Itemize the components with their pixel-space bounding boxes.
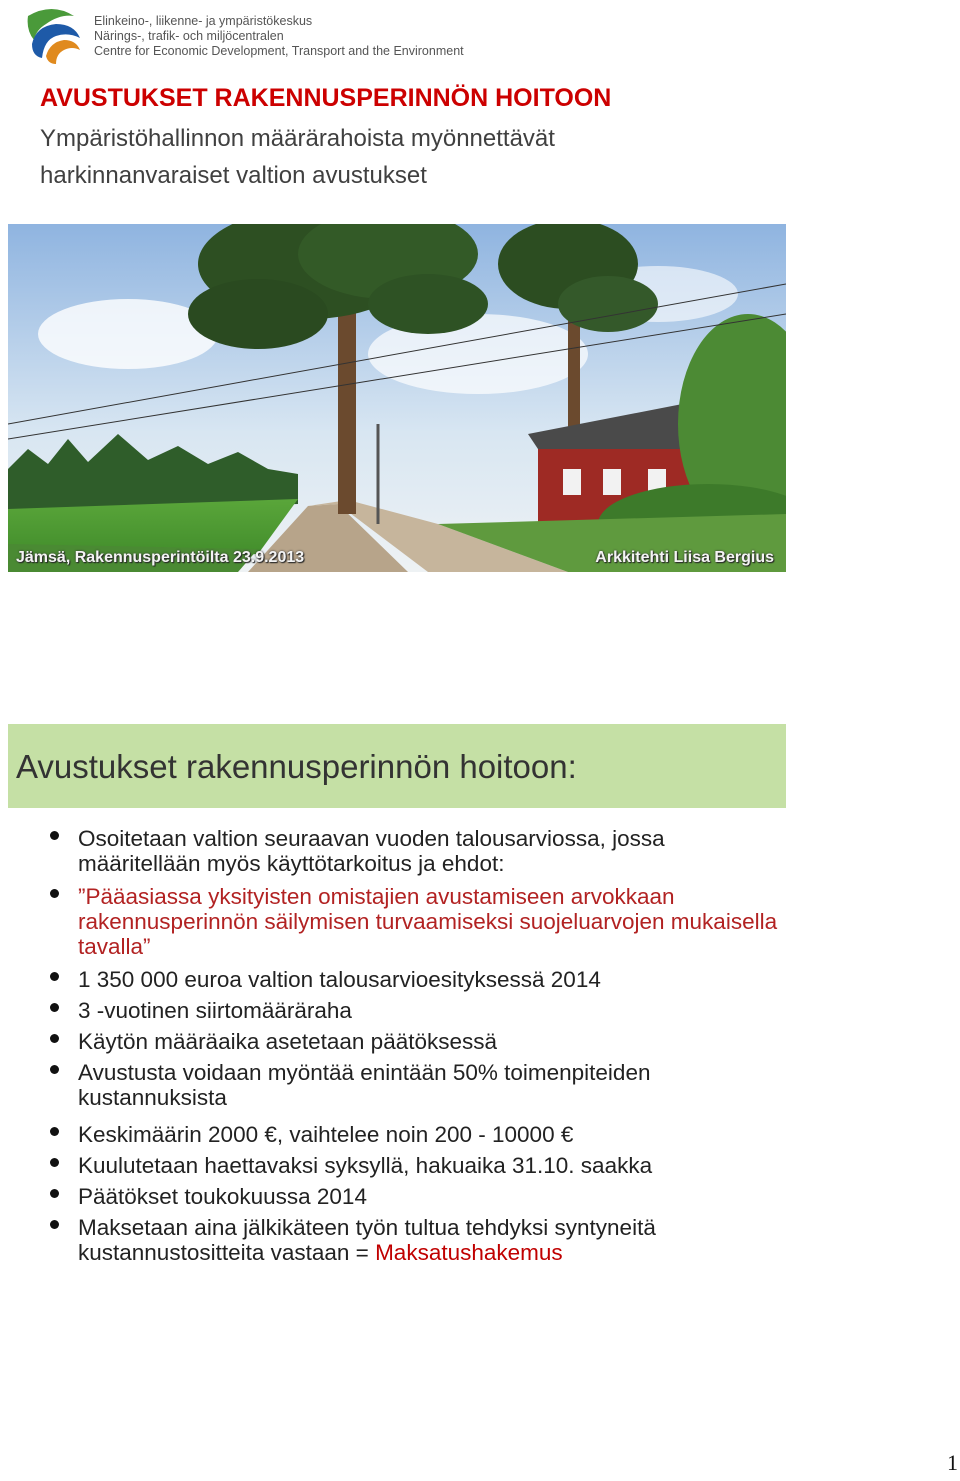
- logo-text: [94, 14, 464, 59]
- bullet-text: Kuulutetaan haettavaksi syksyllä, hakuaika 31.10. saakka: [78, 1153, 653, 1178]
- photo-caption-left: Jämsä, Rakennusperintöilta 23.9.2013: [16, 549, 305, 566]
- bullet-icon: [50, 889, 59, 898]
- list-item: [40, 1215, 778, 1265]
- bullet-icon: [50, 1127, 59, 1136]
- maksatushakemus-highlight: Maksatushakemus: [375, 1240, 563, 1265]
- list-item: [40, 1122, 920, 1147]
- bullet-icon: [50, 1003, 59, 1012]
- slide2-title-band: [8, 724, 786, 808]
- logo-line-fi: Elinkeino-, liikenne- ja ympäristökeskus: [94, 14, 313, 28]
- slide2-bullet-list: [40, 826, 920, 1265]
- list-item: [40, 998, 920, 1023]
- bullet-text: Keskimäärin 2000 €, vaihtelee noin 200 - 10000 €: [78, 1122, 574, 1147]
- slide2-title: Avustukset rakennusperinnön hoitoon:: [16, 748, 577, 785]
- logo-line-sv: Närings-, trafik- och miljöcentralen: [94, 29, 284, 43]
- bullet-text: ”Pääasiassa yksityisten omistajien avustamiseen arvokkaan rakennusperinnön säilymisen turvaamiseksi suojeluarvojen mukaisella tavalla”: [78, 884, 778, 959]
- logo-line-en: Centre for Economic Development, Transport and the Environment: [94, 44, 464, 58]
- landscape-photo: [8, 224, 786, 572]
- bullet-text: Osoitetaan valtion seuraavan vuoden talousarviossa, jossa määritellään myös käyttötarkoitus ja ehdot:: [78, 826, 665, 876]
- bullet-icon: [50, 1189, 59, 1198]
- bullet-text: Avustusta voidaan myöntää enintään 50% toimenpiteiden kustannuksista: [78, 1060, 651, 1110]
- list-item: [40, 1060, 778, 1110]
- bullet-icon: [50, 831, 59, 840]
- list-item: [40, 1029, 920, 1054]
- bullet-text: Maksetaan aina jälkikäteen työn tultua tehdyksi syntyneitä kustannustositteita vastaan =: [78, 1215, 656, 1265]
- bullet-icon: [50, 972, 59, 981]
- photo-caption-right: Arkkitehti Liisa Bergius: [595, 549, 774, 566]
- list-item: [40, 967, 920, 992]
- bullet-icon: [50, 1065, 59, 1074]
- ely-logo-icon: [22, 4, 84, 66]
- slide1-title: AVUSTUKSET RAKENNUSPERINNÖN HOITOON: [40, 84, 612, 112]
- page-number: 1: [947, 1450, 958, 1475]
- photo-illustration: [8, 224, 786, 572]
- bullet-text: Käytön määräaika asetetaan päätöksessä: [78, 1029, 498, 1054]
- bullet-icon: [50, 1220, 59, 1229]
- bullet-text: 3 -vuotinen siirtomääräraha: [78, 998, 352, 1023]
- bullet-icon: [50, 1158, 59, 1167]
- bullet-icon: [50, 1034, 59, 1043]
- bullet-text: 1 350 000 euroa valtion talousarvioesityksessä 2014: [78, 967, 601, 992]
- list-item: [40, 826, 778, 876]
- slide1-subtitle-line1: Ympäristöhallinnon määrärahoista myönnettävät: [40, 125, 555, 152]
- slide1-subtitle: [40, 120, 555, 194]
- list-item: [40, 1184, 920, 1209]
- slide1-subtitle-line2: harkinnanvaraiset valtion avustukset: [40, 162, 427, 189]
- bullet-text: Päätökset toukokuussa 2014: [78, 1184, 367, 1209]
- ely-centre-logo: [22, 4, 464, 68]
- list-item: [40, 1153, 920, 1178]
- list-item: [40, 884, 778, 959]
